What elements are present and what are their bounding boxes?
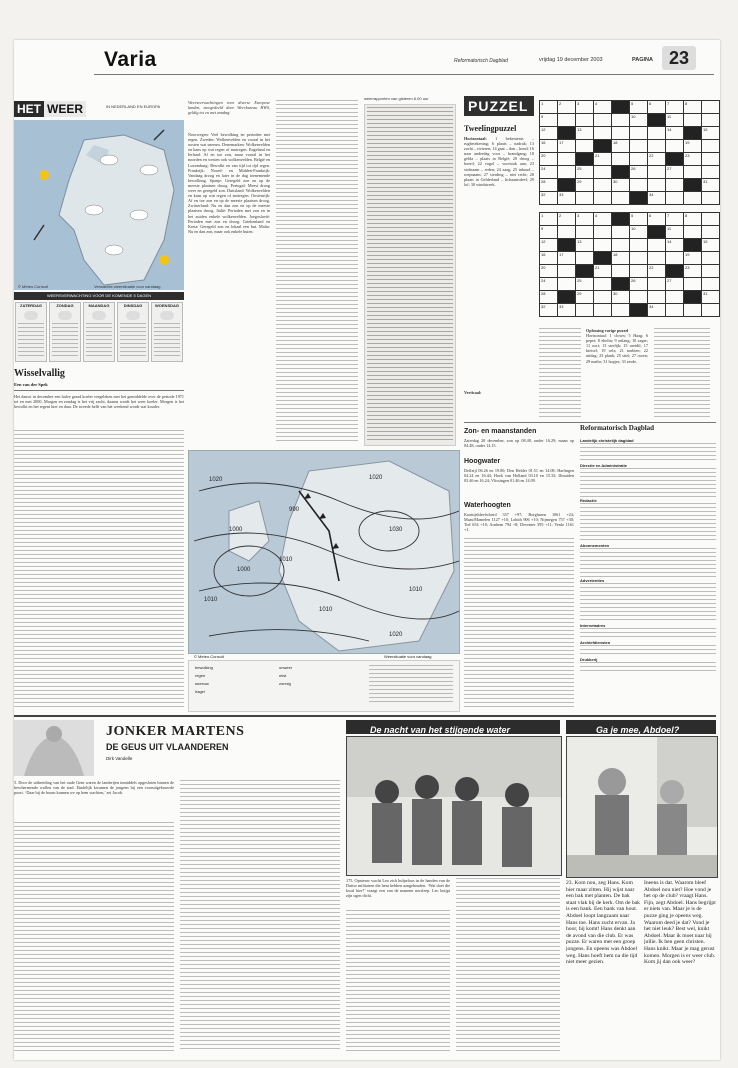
pressure-label: 1010: [279, 557, 293, 563]
europe-map-graphic: [189, 451, 459, 653]
forecast-day-label: DINSDAG: [123, 303, 143, 308]
colophon-heading: Redactie: [580, 498, 597, 503]
zon-text: Zaterdag 20 december, zon op 08.48, onder 16.29; maan op 04.48, onder 14.15.: [464, 438, 574, 449]
forecast-day-label: ZONDAG: [56, 303, 74, 308]
puzzle-subtitle: Tweelingpuzzel: [464, 124, 517, 133]
wisselvallig-author: Een van der Spek: [14, 382, 48, 387]
newspaper-page: [14, 40, 720, 1060]
legend-item: mist: [279, 673, 287, 678]
pressure-label: 990: [289, 507, 300, 513]
pressure-label: 1020: [389, 632, 403, 638]
legend-item: sneeuw: [195, 681, 209, 686]
waterhoogten-text: Kaatsijsbleefscheid 357 +97; Borgharen 1061 +24; Maas/Mamelen 1127 +10; Lobith 906 +10; Nijmegen 757 +30; Tiel 654 +10; Arnhem 794 +8; Deventer 395 +11; Venlo 1161 +1.: [464, 512, 574, 533]
weather-brand-weer: WEER: [44, 101, 86, 117]
forecast-day: [117, 302, 149, 362]
comic-nacht-text-right: [456, 878, 560, 1052]
comic-abdoel-text-left: 23. Kom nou, zeg Hans. Kom hier maar zitten. Hij wijst naar een bak met planten. De bak staat vlak bij de kerk. Om de bak is een bank. Een bank van hout. Abdoel loopt langzaam naar Hans toe. Hans zucht ervan. Ja hoor, hij komt! Hans denkt aan de avond van die club. Er was puzze. Er waren met een groep jongens. En opeens was Abdoel weg. Hans hoeft hem na die tijd niet meer gezien.: [566, 880, 640, 966]
comic-abdoel-text-right: Ineens is dat. Waarom bleef Abdoel nou niet? Hoe vond je het op de club? vraagt Hans. Fijn, zegt Abdoel. Hans begrijpt er niets van. Maar je is de puzze ging je opeens weg. Waarom deed je dat? Vond je het niet leuk? Best wel, knikt Abdoel. Maar ik moet naar hij jullie. Ik ben geen christen. Hans knikt. Maar je mag gerust komen. Morgen is er weer club. Kom jij dan ook weer?: [644, 880, 716, 966]
netherlands-map-graphic: [14, 120, 184, 290]
europe-weather-map: [188, 450, 460, 654]
puzzle-grid-bottom[interactable]: 1 2 3 4 5 6 7 8 9 10 11 12 13 14 15 16 17 18 19 20 21 22 23 24 25 26 27 28 29 30 31 32 33 34: [539, 212, 720, 317]
comic-jonker-title: JONKER MARTENS: [106, 724, 245, 739]
comic-nacht-text-left: [346, 910, 450, 1052]
wisselvallig-lead: Het dauwt in december een halve graad koeler vergeleken met het gemiddelde over de periode 1971 tot en met 2000. Morgen en zondag is het vrij zacht, daarna wordt het weer koeler. Morgen is het bewolkt en het regent hier en daar. De tweede helft van het weekend wordt wat kouder.: [14, 394, 184, 410]
forecast-strip-title: WEERSVERWACHTING VOOR DE KOMENDE 5 DAGEN: [14, 292, 184, 300]
cloud-icon: [160, 311, 174, 320]
pressure-label: 1010: [319, 607, 333, 613]
puzzle-title-bar: [464, 96, 534, 116]
pressure-label: 1010: [409, 587, 423, 593]
comic-nacht-panel: [346, 736, 562, 876]
colophon-heading: Landelijk christelijk dagblad: [580, 438, 634, 443]
comic-jonker-subtitle: DE GEUS UIT VLAANDEREN: [106, 742, 229, 752]
weather-tagline: IN NEDERLAND EN EUROPA: [106, 104, 161, 109]
pressure-label: 1010: [204, 597, 218, 603]
weather-table-title: weerrapporten van gisteren 6.00 uur: [364, 96, 429, 101]
cloud-icon: [58, 311, 72, 320]
puzzle-clues: [464, 136, 534, 386]
comic-jonker-author: Dirk Vandelle: [106, 756, 133, 761]
comic-nacht-lead: 175. Opnieuw wacht Leo zich hulpeloos in de handen van de Duitse militairen die hem hebben aangehouden. ‘Wat doet die kwal hier?’ vraagt een van de mannen norsleep. Leo knijpt zijn ogen dicht.: [346, 878, 450, 899]
weather-report-table: [364, 104, 456, 446]
newspaper-name: Reformatorisch Dagblad: [454, 58, 508, 64]
puzzle-clue-column: [539, 328, 581, 418]
forecast-day: [15, 302, 47, 362]
pressure-label: 1020: [209, 477, 223, 483]
section-title: Varia: [104, 48, 157, 71]
comic-nacht-drawing: [347, 737, 561, 875]
colophon-heading: Drukkerij: [580, 657, 598, 662]
wisselvallig-body: [14, 430, 184, 708]
page-number: 23: [662, 46, 696, 70]
weather-europe-text: Noorwegen: Veel bewolking en perioden met regen. Zweden: Wolkenvelden en vooral in het oosten wat sneeuw. Denemarken: Wolkenvelden en kans op wat regen of motregen. Engeland en Ierland: Af en toe zon, maar vooral in het noorden en westen ook wolkenvelden. België en Luxemburg: Bewolkt en van tijd tot tijd regen. Frankrijk: Noord- en Midden-Frankrijk: Vandaag droog en later in de dag toenemende bewolking. Spanje: Geregeld zon en op de meeste plaatsen droog. Portugal: Meest droog weer en geregeld zon. Duitsland: Wolkenvelden en kans op wat regen of motregen. Oostenrijk: Af en toe zon en op de meeste plaatsen droog. Zwitserland: Nu en dan zon en op de meeste plaatsen droog. Italië: Perioden met zon en in het zuiden enkele wolkenvelden. Joegoslavië: Perioden met zon en droog. Griekenland en Kreta: Geregeld zon en lokaal een bui. Malta: Nu en dan zon, maar ook enkele buien.: [188, 132, 270, 234]
comic-nacht-header: [346, 720, 560, 734]
puzzle-vertical-solution: [654, 328, 710, 418]
waterhoogten-title: Waterhoogten: [464, 502, 511, 509]
forecast-day-label: WOENSDAG: [155, 303, 179, 308]
puzzle-clue-text: 1 bekentenis – rugbetekening; 6 plaats – nadruk; 13 zacht – rivieren; 14 gaat – dan – hond; 16 naar anderdag voor – brandgang; 18 gelda – plaats in België; 20 droog – boerd; 22 vogel – voorstuk aan; 23 stofnaam – reden; 24 zaag; 25 inhoud – roepnaam; 27 sierding – niet recht; 28 plaats in Gelderland – lichaamsdeel; 29 lof; 30 windstreek.: [464, 136, 534, 187]
pressure-label: 1000: [229, 527, 243, 533]
comic-abdoel-panel: [566, 736, 718, 878]
rain-cloud-icon: [126, 311, 140, 320]
puzzle-solution: [586, 328, 648, 418]
comic-jonker-text-right: [180, 780, 340, 1052]
comic-jonker-header: [14, 720, 340, 778]
weather-legend: [188, 660, 460, 712]
weather-brand: [14, 100, 102, 118]
forecast-day-label: ZATERDAG: [20, 303, 42, 308]
colophon-heading: Internetadres: [580, 623, 606, 628]
comic-jonker-illustration: [14, 720, 94, 776]
vertical-label: Verticaal:: [464, 390, 482, 395]
colophon-title: Reformatorisch Dagblad: [580, 424, 655, 432]
pressure-label: 1030: [389, 527, 403, 533]
solution-text: Horizontaal: 1 clown; 5 Haag; 6 pepet; 8 ebolin; 9 onlang; 10 zager; 11 oort; 13 sierlijk; 15 ureidil; 17 bietsel; 19 celz; 21 narbien; 22 uitdag; 23 plank; 25 stiel; 27 rozen; 29 mathr; 31 hopjes; 33 zesde.: [586, 333, 648, 364]
hoogwater-text: Delfzijl 06.26 en 19.00; Den Helder 01.51 en 14.08; Harlingen 04.24 en 16.44; Hoek van Holland 03.10 en 15.33; IJmuiden 03.46 en 16.24; Vlissingen 01.46 en 14.09.: [464, 468, 574, 484]
colophon: [580, 436, 716, 710]
masthead-rule: [94, 74, 714, 75]
cloud-icon: [24, 311, 38, 320]
zon-title: Zon- en maanstanden: [464, 428, 537, 435]
europe-map-credit: © Meteo Consult: [194, 654, 224, 659]
legend-item: hagel: [195, 689, 205, 694]
comic-abdoel-header: [566, 720, 716, 734]
forecast-day: [83, 302, 115, 362]
colophon-heading: Directie en Administratie: [580, 463, 627, 468]
solution-title: Oplossing vorige puzzel: [586, 328, 629, 333]
europe-map-caption: Weersituatie voor vandaag: [384, 654, 432, 659]
colophon-heading: Archiefdiensten: [580, 640, 611, 645]
nl-map-caption: Verwachte weersituatie voor vandaag: [94, 284, 161, 289]
comic-jonker-lead: 5. Door de uitbreiding van het oude Gent waren de landerijen inmiddels opgesloten binnen de beschermende wallen van de stad. Eindelijk kwamen de jongens bij een vooruitgebouwde poort. ‘Daar bij de boom kunnen we op hem wachten,’ zei Jacob.: [14, 780, 174, 796]
comic-jonker-text-left: [14, 822, 174, 1052]
horizontal-label: Horizontaal:: [464, 136, 487, 141]
comic-abdoel-title: Ga je mee, Abdoel?: [596, 725, 680, 735]
weather-brand-het: HET: [14, 101, 44, 117]
puzzle-title: PUZZEL: [468, 98, 529, 114]
wisselvallig-title: Wisselvallig: [14, 368, 65, 379]
netherlands-weather-map: [14, 120, 184, 290]
weather-column-continued: [276, 100, 358, 444]
nl-map-credit: © Meteo Consult: [18, 284, 48, 289]
comic-nacht-title: De nacht van het stijgende water: [370, 725, 511, 735]
hoogwater-title: Hoogwater: [464, 458, 501, 465]
puzzle-grid-top[interactable]: 1 2 3 4 5 6 7 8 9 10 11 12 13 14 15 16 17 18 19 20 21 22 23 24 25 26 27 28 29 30 31 32 33 34: [539, 100, 720, 205]
legend-item: zonnig: [279, 681, 291, 686]
forecast-day: [49, 302, 81, 362]
forecast-day: [151, 302, 183, 362]
rain-cloud-icon: [92, 311, 106, 320]
comic-abdoel-drawing: [567, 737, 717, 877]
legend-item: regen: [195, 673, 206, 678]
weather-table-rows: [367, 107, 453, 443]
legend-item: bewolking: [195, 665, 213, 670]
page-label: PAGINA: [632, 57, 653, 63]
colophon-heading: Advertenties: [580, 578, 605, 583]
five-day-forecast: [14, 301, 184, 363]
legend-item: onweer: [279, 665, 293, 670]
colophon-heading: Abonnementen: [580, 543, 610, 548]
forecast-day-label: MAANDAG: [88, 303, 110, 308]
pressure-label: 1020: [369, 475, 383, 481]
pressure-label: 1000: [237, 567, 251, 573]
masthead-date: vrijdag 19 december 2003: [539, 57, 603, 63]
weather-intro-text: Weersverwachtingen voor diverse Europese landen, meegedeeld door Weerbureau HWS, geldig tot en met zondag:: [188, 100, 270, 116]
waterhoogten-list: [464, 538, 574, 710]
